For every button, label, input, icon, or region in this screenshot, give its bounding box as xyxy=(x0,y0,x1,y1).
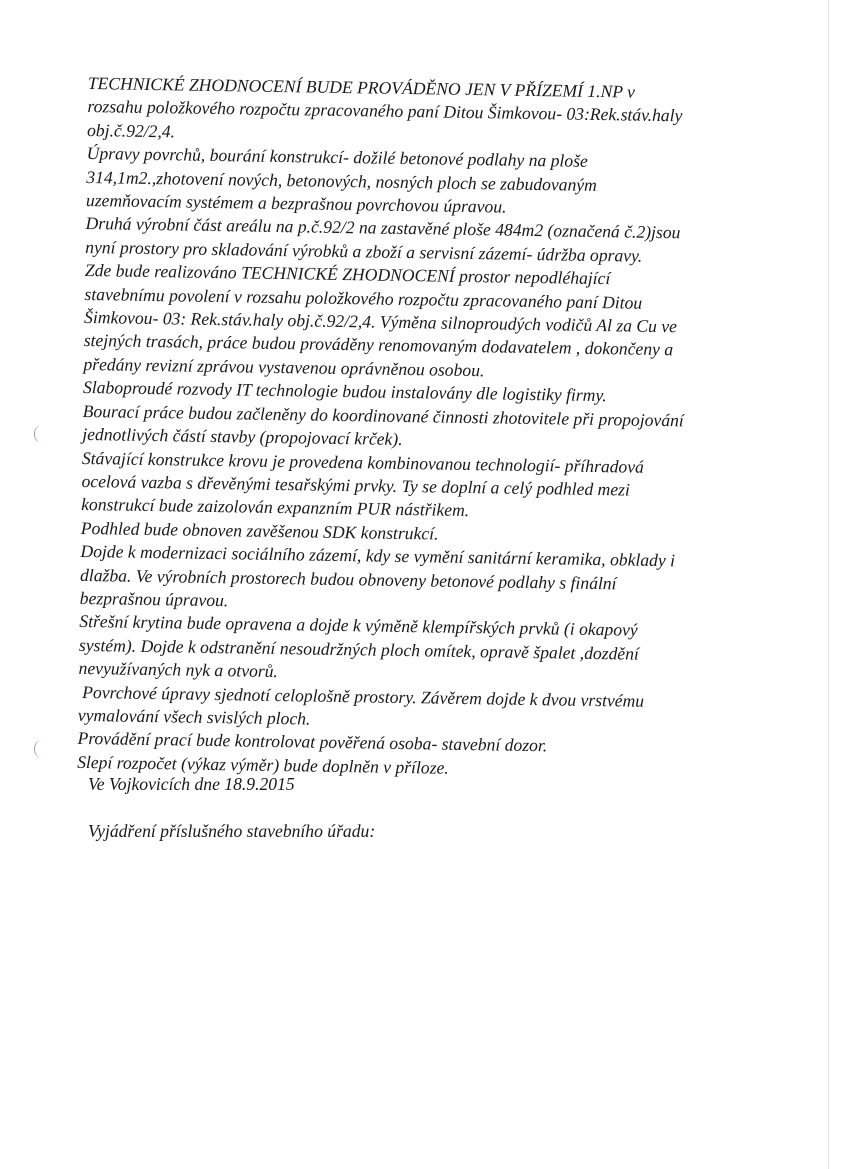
text-line: Střešní krytina bude opravena a dojde k výměně klempířských prvků (i okapový xyxy=(79,611,638,641)
text-line: bezprašnou úpravou. xyxy=(79,587,229,611)
text-line: Povrchové úpravy sjednotí celoplošně prostory. Závěrem dojde k dvou vrstvému xyxy=(82,681,645,711)
text-line: Šimkovou- 03: Rek.stáv.haly obj.č.92/2,4. Výměna silnoproudých vodičů Al za Cu ve xyxy=(83,307,678,337)
text-line: stavebnímu povolení v rozsahu položkového rozpočtu zpracovaného paní Ditou xyxy=(84,283,643,313)
text-line: TECHNICKÉ ZHODNOCENÍ BUDE PROVÁDĚNO JEN V PŘÍZEMÍ 1.NP v xyxy=(87,72,636,102)
text-line: dlažba. Ve výrobních prostorech budou obnoveny betonové podlahy s finální xyxy=(79,564,617,593)
text-line: ocelová vazba s dřevěnými tesařskými prvky. Ty se doplní a celý podhled mezi xyxy=(81,470,631,500)
text-line: nevyužívaných nyk a otvorů. xyxy=(78,658,279,682)
text-line: Slepí rozpočet (výkaz výměr) bude doplněn v příloze. xyxy=(77,751,449,778)
text-line: 314,1m2.,zhotovení nových, betonových, nosných ploch se zabudovaným xyxy=(86,166,598,195)
text-line: konstrukcí bude zaizolován expanzním PUR nástřikem. xyxy=(81,494,470,521)
text-line: vymalování všech svislých ploch. xyxy=(77,704,311,729)
scan-edge-line xyxy=(828,0,829,1169)
text-line: předány revizní zprávou vystavenou oprávněnou osobou. xyxy=(83,353,485,381)
text-line: Úpravy povrchů, bourání konstrukcí- dožilé betonové podlahy na ploše xyxy=(86,143,588,172)
text-line: Slaboproudé rozvody IT technologie budou instalovány dle logistiky firmy. xyxy=(82,377,607,406)
text-line: Podhled bude obnoven zavěšenou SDK konstrukcí. xyxy=(80,517,439,544)
text-line: Provádění prací bude kontrolovat pověřená osoba- stavební dozor. xyxy=(77,728,548,756)
text-line: stejných trasách, práce budou prováděny renomovaným dodavatelem , dokončeny a xyxy=(83,330,674,360)
text-line: Dojde k modernizaci sociálního zázemí, kdy se vymění sanitární keramika, obklady i xyxy=(80,541,676,571)
text-line: Druhá výrobní část areálu na p.č.92/2 na zastavěné ploše 484m2 (označená č.2)jsou xyxy=(85,213,681,243)
text-line: Zde bude realizováno TECHNICKÉ ZHODNOCENÍ prostor nepodléhající xyxy=(84,260,611,289)
place-and-date: Ve Vojkovicích dne 18.9.2015 xyxy=(88,774,295,794)
text-line: uzemňovacím systémem a bezprašnou povrchovou úpravou. xyxy=(85,190,507,217)
text-line: systém). Dojde k odstranění nesoudržných ploch omítek, opravě špalet ,dozdění xyxy=(78,634,640,664)
punch-hole-mark xyxy=(34,425,49,443)
text-line: rozsahu položkového rozpočtu zpracovaného paní Ditou Šimkovou- 03:Rek.stáv.haly xyxy=(87,96,683,126)
text-line: Bourací práce budou začleněny do koordinované činnosti zhotovitele při propojování xyxy=(82,400,684,431)
punch-hole-mark xyxy=(34,740,49,758)
text-line: nyní prostory pro skladování výrobků a zboží a servisní zázemí- údržba opravy. xyxy=(85,236,643,266)
authority-statement-heading: Vyjádření příslušného stavebního úřadu: xyxy=(88,821,376,841)
text-line: obj.č.92/2,4. xyxy=(86,119,176,142)
text-line: jednotlivých částí stavby (propojovací krček). xyxy=(82,424,403,450)
body-text xyxy=(77,72,768,785)
text-line: Stávající konstrukce krovu je provedena kombinovanou technologií- příhradová xyxy=(81,447,645,477)
